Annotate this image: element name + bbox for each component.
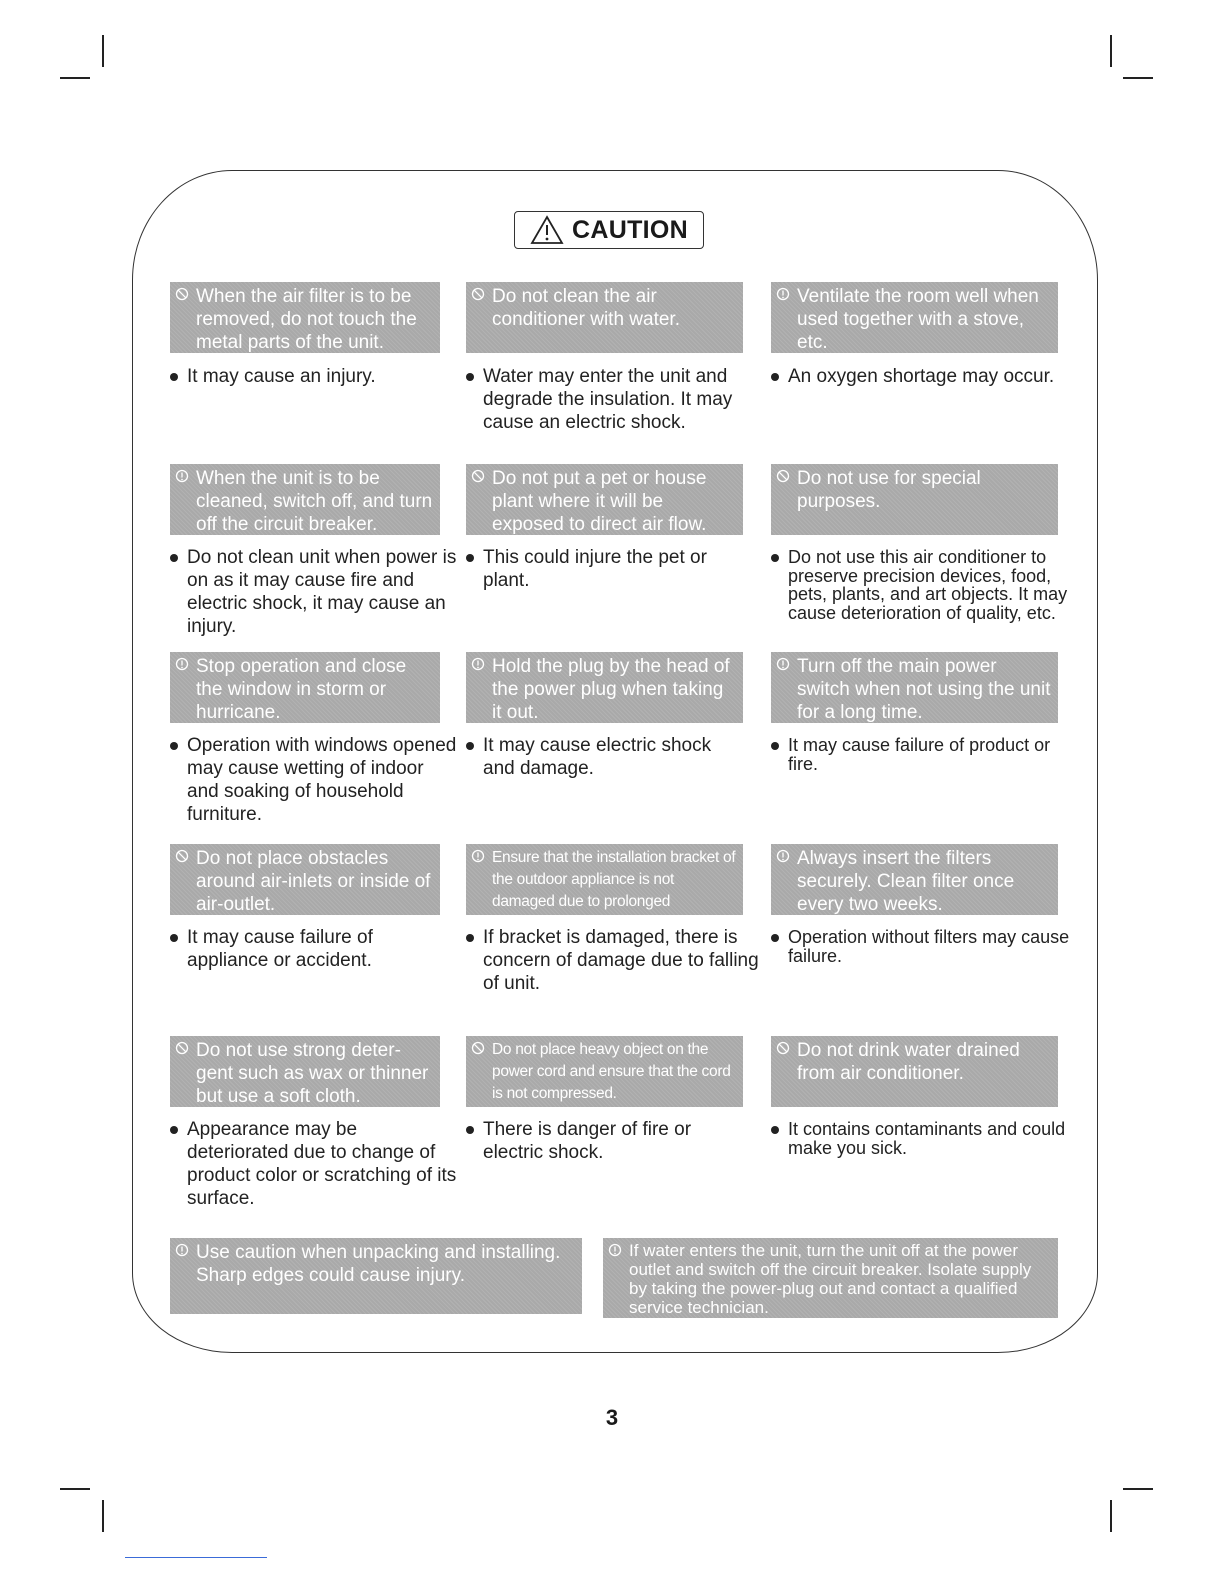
note-label: It may cause an injury. [187,366,376,387]
prohibit-icon [175,849,189,863]
instruction-icon [471,657,485,671]
note-label: Operation without filters may cause failure. [788,927,1070,966]
bullet-dot [466,742,474,750]
warning-text: Use caution when unpacking and installing. Sharp edges could cause injury. [196,1242,561,1286]
note-label: It contains contaminants and could make you sick. [788,1119,1066,1158]
prohibit-icon [175,287,189,301]
note-text [170,546,462,638]
instruction-icon [175,657,189,671]
crop-mark [1110,35,1112,67]
caution-heading [514,211,704,249]
warning-box [466,844,743,932]
warning-text: Stop operation and close the window in storm or hurricane. [196,656,407,723]
crop-mark [60,77,90,79]
warning-text: Do not place obstacles around air-inlets or inside of air-outlet. [196,848,431,915]
bullet-dot [771,934,779,942]
page-number: 3 [605,1405,619,1430]
note-text [170,1118,457,1210]
note-text [771,548,1083,622]
instruction-icon [776,849,790,863]
warning-text: Hold the plug by the head of the power plug when taking it out. [492,656,730,723]
note-label: Appearance may be deteriorated due to change of product color or scratching of its surface. [187,1119,457,1209]
bullet-dot [771,373,779,381]
note-label: There is danger of fire or electric shock. [483,1119,692,1163]
prohibit-icon [776,469,790,483]
warning-box [771,1036,1058,1107]
prohibit-icon [471,287,485,301]
warning-box [771,652,1058,723]
note-text [170,365,457,388]
note-text [466,926,768,995]
instruction-icon [175,469,189,483]
bullet-dot [771,1126,779,1134]
warning-box [170,844,440,915]
warning-text: Do not clean the air conditioner with water. [492,286,680,330]
warning-box [466,652,743,723]
note-text [771,365,1088,388]
warning-text: Ventilate the room well when used together with a stove, etc. [797,286,1039,353]
note-text [170,926,447,972]
note-label: Operation with windows opened may cause wetting of indoor and soaking of household furniture. [187,735,457,825]
note-text [771,736,1073,773]
warning-box [771,844,1058,915]
note-label: This could injure the pet or plant. [483,547,707,591]
warning-text: Do not use for special purposes. [797,468,981,512]
prohibit-icon [175,1041,189,1055]
note-label: It may cause failure of product or fire. [788,735,1051,774]
warning-text: Ensure that the installation bracket of the outdoor appliance is not damaged due to prolonged exposure. [492,849,736,932]
warning-text: Do not drink water drained from air conditioner. [797,1040,1020,1084]
bullet-dot [466,934,474,942]
crop-mark [60,1488,90,1490]
warning-text: Turn off the main power switch when not using the unit for a long time. [797,656,1051,723]
bullet-dot [170,1126,178,1134]
crop-mark [1110,1500,1112,1532]
note-text [771,928,1073,965]
bullet-dot [466,554,474,562]
warning-box [170,282,440,353]
crop-mark [102,35,104,67]
footer-line [125,1557,267,1558]
bullet-dot [170,742,178,750]
instruction-icon [608,1243,622,1257]
crop-mark [1123,77,1153,79]
prohibit-icon [471,469,485,483]
warning-box [771,282,1058,353]
warning-box [170,1036,440,1107]
note-label: If bracket is damaged, there is concern of damage due to falling of unit. [483,927,759,994]
note-text [466,365,763,434]
warning-text: Do not put a pet or house plant where it will be exposed to direct air flow. [492,468,707,535]
warning-text: If water enters the unit, turn the unit off at the power outlet and switch off the circuit breaker. Isolate supply by taking the power-plug out and contact a qualified service technician. [629,1241,1032,1317]
note-text [466,1118,743,1164]
instruction-icon [471,849,485,863]
warning-text: Do not place heavy object on the power cord and ensure that the cord is not compressed. [492,1041,731,1102]
bullet-dot [170,373,178,381]
instruction-icon [175,1243,189,1257]
warning-box [170,464,440,535]
note-text [466,734,743,780]
warning-box [170,652,440,723]
note-label: It may cause electric shock and damage. [483,735,712,779]
warning-box [170,1238,582,1314]
bullet-dot [170,934,178,942]
instruction-icon [776,657,790,671]
note-label: Do not clean unit when power is on as it may cause fire and electric shock, it may cause an injury. [187,547,457,637]
warning-box [466,464,743,535]
warning-box [466,1036,743,1107]
note-text [170,734,457,826]
crop-mark [102,1500,104,1532]
warning-text: When the air filter is to be removed, do not touch the metal parts of the unit. [196,286,417,353]
caution-label: CAUTION [572,215,688,244]
note-label: An oxygen shortage may occur. [788,366,1055,387]
warning-triangle-icon [530,215,564,245]
instruction-icon [776,287,790,301]
warning-text: Always insert the filters securely. Clean filter once every two weeks. [797,848,1015,915]
note-label: Water may enter the unit and degrade the insulation. It may cause an electric shock. [483,366,733,433]
bullet-dot [466,373,474,381]
crop-mark [1123,1488,1153,1490]
warning-text: Do not use strong deter-gent such as wax or thinner but use a soft cloth. [196,1040,429,1107]
note-text [466,546,743,592]
bullet-dot [170,554,178,562]
note-label: It may cause failure of appliance or accident. [187,927,373,971]
prohibit-icon [471,1041,485,1055]
warning-text: When the unit is to be cleaned, switch off, and turn off the circuit breaker. [196,468,433,535]
prohibit-icon [776,1041,790,1055]
note-label: Do not use this air conditioner to preserve precision devices, food, pets, plants, and art objects. It may cause deterioration of quality, etc. [788,547,1068,623]
bullet-dot [466,1126,474,1134]
note-text [771,1120,1073,1157]
bullet-dot [771,742,779,750]
warning-box [771,464,1058,535]
warning-box [603,1238,1058,1318]
warning-box [466,282,743,353]
bullet-dot [771,554,779,562]
